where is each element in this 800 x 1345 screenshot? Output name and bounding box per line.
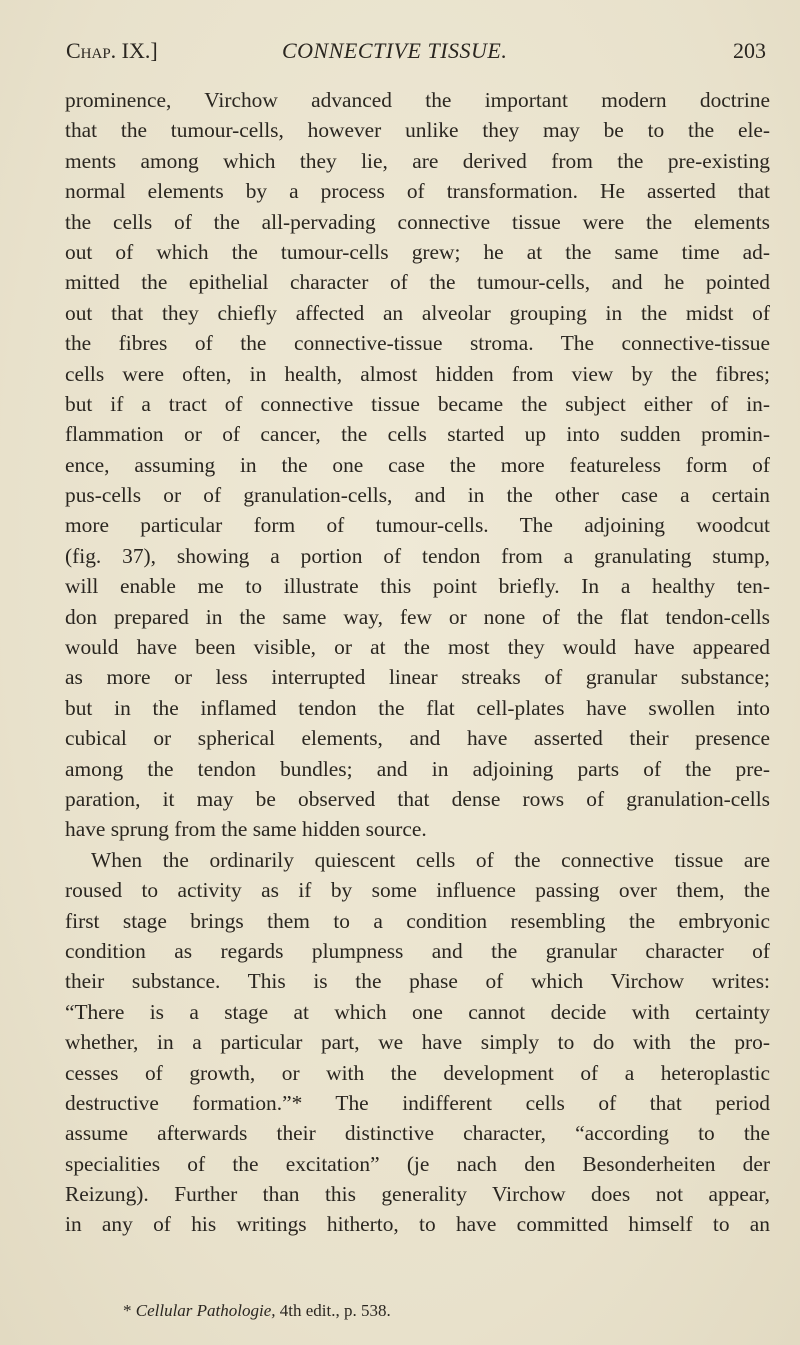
text-line: don prepared in the same way, few or none of the flat tendon-cells xyxy=(65,604,770,629)
text-line: but in the inflamed tendon the flat cell-plates have swollen into xyxy=(65,695,770,720)
text-line: flammation or of cancer, the cells started up into sudden promin- xyxy=(65,422,770,447)
text-line: their substance. This is the phase of which Virchow writes: xyxy=(65,969,770,994)
text-line: have sprung from the same hidden source. xyxy=(65,817,427,842)
text-line: ments among which they lie, are derived from the pre-existing xyxy=(65,148,770,173)
text-line: that the tumour-cells, however unlike they may be to the ele- xyxy=(65,118,770,143)
running-header xyxy=(66,38,766,70)
text-line: (fig. 37), showing a portion of tendon from a granulating stump, xyxy=(65,543,770,568)
text-line: assume afterwards their distinctive character, “according to the xyxy=(65,1121,770,1146)
text-line: paration, it may be observed that dense rows of granulation-cells xyxy=(65,786,770,811)
text-line: out of which the tumour-cells grew; he at the same time ad- xyxy=(65,239,770,264)
text-line: as more or less interrupted linear streaks of granular substance; xyxy=(65,665,770,690)
text-line: out that they chiefly affected an alveolar grouping in the midst of xyxy=(65,300,770,325)
text-line: cells were often, in health, almost hidden from view by the fibres; xyxy=(65,361,770,386)
text-line: more particular form of tumour-cells. The adjoining woodcut xyxy=(65,513,770,538)
text-line: When the ordinarily quiescent cells of the connective tissue are xyxy=(91,847,770,872)
body-text xyxy=(65,85,770,1240)
text-line: destructive formation.”* The indifferent cells of that period xyxy=(65,1090,770,1115)
text-line: “There is a stage at which one cannot decide with certainty xyxy=(65,999,770,1024)
chapter-label: Chap. IX.] xyxy=(66,38,158,63)
text-line: cubical or spherical elements, and have asserted their presence xyxy=(65,726,770,751)
text-line: specialities of the excitation” (je nach den Besonderheiten der xyxy=(65,1151,770,1176)
text-line: pus-cells or of granulation-cells, and in the other case a certain xyxy=(65,483,770,508)
text-line: but if a tract of connective tissue became the subject either of in- xyxy=(65,391,770,416)
footnote xyxy=(123,1300,391,1322)
footnote-source: Cellular Pathologie, xyxy=(135,1301,276,1320)
running-title: CONNECTIVE TISSUE. xyxy=(282,38,508,63)
text-line: among the tendon bundles; and in adjoining parts of the pre- xyxy=(65,756,770,781)
text-line: in any of his writings hitherto, to have committed himself to an xyxy=(65,1212,770,1237)
text-line: mitted the epithelial character of the tumour-cells, and he pointed xyxy=(65,270,770,295)
text-line: whether, in a particular part, we have simply to do with the pro- xyxy=(65,1030,770,1055)
text-line: first stage brings them to a condition resembling the embryonic xyxy=(65,908,770,933)
page-number: 203 xyxy=(733,38,766,63)
text-line: cesses of growth, or with the development of a heteroplastic xyxy=(65,1060,770,1085)
text-line: would have been visible, or at the most they would have appeared xyxy=(65,635,770,660)
text-line: roused to activity as if by some influence passing over them, the xyxy=(65,878,770,903)
text-line: Reizung). Further than this generality Virchow does not appear, xyxy=(65,1182,770,1207)
text-line: the fibres of the connective-tissue stroma. The connective-tissue xyxy=(65,331,770,356)
text-line: will enable me to illustrate this point briefly. In a healthy ten- xyxy=(65,574,770,599)
text-line: the cells of the all-pervading connective tissue were the elements xyxy=(65,209,770,234)
text-line: condition as regards plumpness and the granular character of xyxy=(65,938,770,963)
text-line: ence, assuming in the one case the more featureless form of xyxy=(65,452,770,477)
footnote-marker: * xyxy=(123,1301,132,1320)
text-line: prominence, Virchow advanced the important modern doctrine xyxy=(65,88,770,112)
footnote-details: 4th edit., p. 538. xyxy=(279,1301,391,1320)
text-line: normal elements by a process of transformation. He asserted that xyxy=(65,179,770,204)
